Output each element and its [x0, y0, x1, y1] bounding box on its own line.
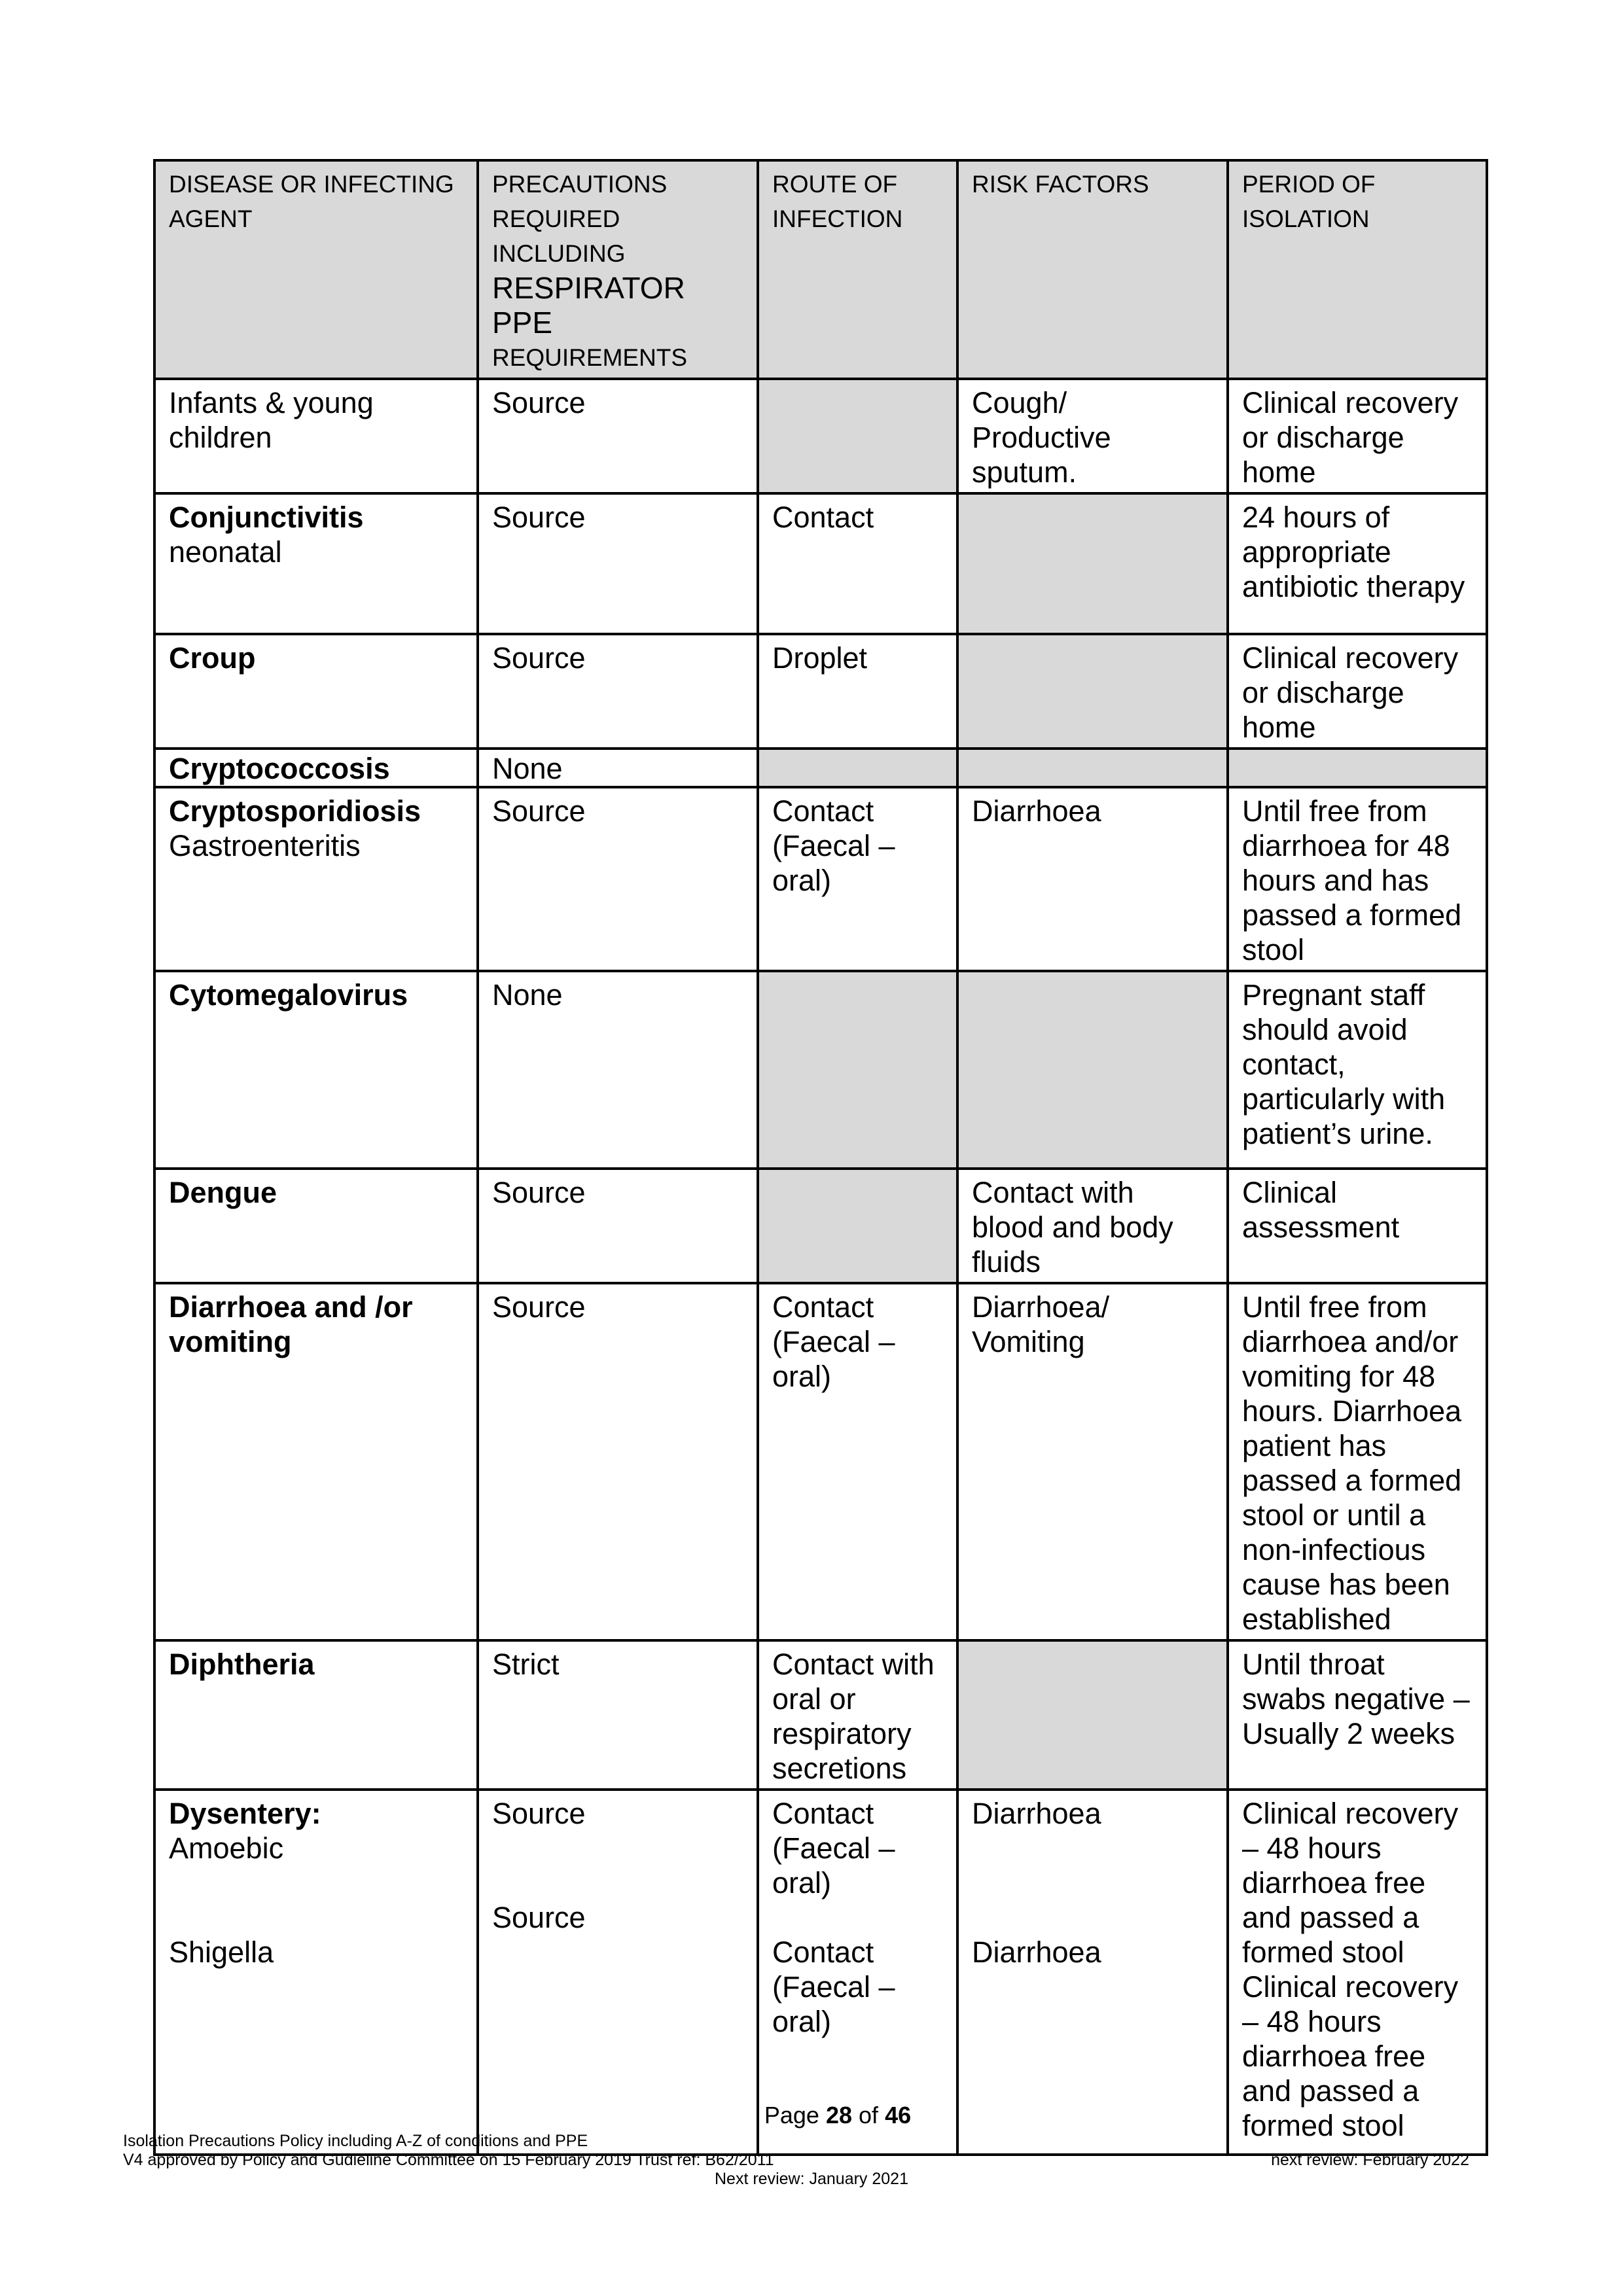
header-route	[758, 160, 957, 379]
cell-isolation	[1228, 1790, 1487, 2155]
cell-risk: Diarrhoea	[957, 787, 1228, 971]
header-risk	[957, 160, 1228, 379]
disease-name: Cryptococcosis	[169, 752, 390, 785]
table-header-row	[154, 160, 1487, 379]
header-line: AGENT	[169, 205, 253, 232]
table-row	[154, 749, 1487, 787]
spacer	[972, 1900, 1213, 1935]
disease-name: Diphtheria	[169, 1648, 315, 1681]
disease-name: Dengue	[169, 1176, 277, 1209]
disease-subtype: Amoebic	[169, 1831, 284, 1865]
cell-risk	[957, 493, 1228, 634]
cell-route	[758, 749, 957, 787]
precautions-value: Source	[492, 1797, 586, 1830]
spacer	[492, 1831, 743, 1865]
cell-precautions: Source	[478, 634, 758, 749]
disease-subtext: Gastroenteritis	[169, 829, 361, 862]
page-total: 46	[885, 2102, 912, 2128]
header-precautions	[478, 160, 758, 379]
cell-route	[758, 379, 957, 493]
page-current: 28	[825, 2102, 853, 2128]
cell-route: Droplet	[758, 634, 957, 749]
cell-route	[758, 971, 957, 1169]
cell-risk	[957, 749, 1228, 787]
table-row	[154, 971, 1487, 1169]
header-line: REQUIRED	[492, 205, 620, 232]
cell-isolation: Clinical recovery or discharge home	[1228, 379, 1487, 493]
cell-isolation: Clinical recovery or discharge home	[1228, 634, 1487, 749]
disease-name: Diarrhoea and /or vomiting	[169, 1290, 413, 1358]
cell-risk	[957, 1790, 1228, 2155]
cell-precautions: Strict	[478, 1640, 758, 1790]
table-row	[154, 1790, 1487, 2155]
spacer	[972, 1831, 1213, 1865]
cell-disease	[154, 787, 478, 971]
header-line: PERIOD OF	[1242, 171, 1376, 198]
header-line: REQUIREMENTS	[492, 344, 688, 371]
cell-isolation	[1228, 749, 1487, 787]
header-line: RESPIRATOR PPE	[492, 271, 685, 340]
spacer	[492, 1865, 743, 1900]
table-row	[154, 787, 1487, 971]
spacer	[972, 1865, 1213, 1900]
page-label: Page	[764, 2102, 819, 2128]
cell-route	[758, 1169, 957, 1283]
table-row	[154, 493, 1487, 634]
cell-precautions: Source	[478, 493, 758, 634]
precautions-value: Source	[492, 1901, 586, 1934]
cell-disease	[154, 634, 478, 749]
isolation-value: Clinical recovery – 48 hours diarrhoea free and passed a formed stool	[1242, 1797, 1459, 1969]
cell-isolation: 24 hours of appropriate antibiotic therapy	[1228, 493, 1487, 634]
page-number	[0, 2102, 1623, 2129]
policy-approval: V4 approved by Policy and Gudieline Committee on 15 February 2019 Trust ref: B62/2011	[123, 2151, 774, 2169]
cell-precautions: Source	[478, 379, 758, 493]
risk-value: Diarrhoea	[972, 1935, 1101, 1969]
cell-isolation: Until free from diarrhoea and/or vomiting for 48 hours. Diarrhoea patient has passed a formed stool or until a non-infectious cause has been established	[1228, 1283, 1487, 1640]
next-review-right: next review: February 2022	[1271, 2151, 1469, 2169]
cell-route: Contact (Faecal – oral)	[758, 787, 957, 971]
disease-name: Dysentery:	[169, 1797, 321, 1830]
cell-route: Contact with oral or respiratory secretions	[758, 1640, 957, 1790]
cell-risk	[957, 971, 1228, 1169]
isolation-table	[153, 159, 1488, 2156]
cell-route: Contact (Faecal – oral)	[758, 1283, 957, 1640]
table-row	[154, 379, 1487, 493]
cell-route: Contact	[758, 493, 957, 634]
cell-isolation: Pregnant staff should avoid contact, particularly with patient’s urine.	[1228, 971, 1487, 1169]
disease-name: Cytomegalovirus	[169, 978, 408, 1012]
cell-disease	[154, 379, 478, 493]
cell-risk	[957, 634, 1228, 749]
disease-subtext: neonatal	[169, 535, 282, 569]
header-line: PRECAUTIONS	[492, 171, 668, 198]
header-line: INFECTION	[772, 205, 903, 232]
header-line: DISEASE OR INFECTING	[169, 171, 454, 198]
cell-route	[758, 1790, 957, 2155]
route-value: Contact (Faecal – oral)	[772, 1935, 895, 2038]
cell-isolation: Clinical assessment	[1228, 1169, 1487, 1283]
cell-precautions: None	[478, 971, 758, 1169]
route-value: Contact (Faecal – oral)	[772, 1797, 895, 1899]
table-row	[154, 1169, 1487, 1283]
cell-disease	[154, 1640, 478, 1790]
header-line: INCLUDING	[492, 240, 626, 267]
spacer	[169, 1865, 463, 1935]
disease-subtype: Shigella	[169, 1935, 274, 1969]
cell-precautions	[478, 1790, 758, 2155]
cell-disease	[154, 493, 478, 634]
table-row	[154, 634, 1487, 749]
header-line: ISOLATION	[1242, 205, 1370, 232]
isolation-value: Clinical recovery – 48 hours diarrhoea free and passed a formed stool	[1242, 1970, 1459, 2142]
cell-disease	[154, 749, 478, 787]
cell-risk	[957, 1640, 1228, 1790]
policy-title: Isolation Precautions Policy including A-Z of conditions and PPE	[123, 2132, 588, 2150]
cell-disease	[154, 1283, 478, 1640]
table-row	[154, 1640, 1487, 1790]
header-disease	[154, 160, 478, 379]
risk-value: Diarrhoea	[972, 1797, 1101, 1830]
cell-isolation: Until throat swabs negative – Usually 2 weeks	[1228, 1640, 1487, 1790]
disease-name: Croup	[169, 641, 256, 675]
cell-disease	[154, 1790, 478, 2155]
disease-name: Cryptosporidiosis	[169, 794, 421, 828]
cell-precautions: Source	[478, 787, 758, 971]
cell-precautions: Source	[478, 1169, 758, 1283]
header-line: ROUTE OF	[772, 171, 898, 198]
cell-precautions: None	[478, 749, 758, 787]
disease-name: Conjunctivitis	[169, 501, 364, 534]
cell-isolation: Until free from diarrhoea for 48 hours and has passed a formed stool	[1228, 787, 1487, 971]
header-isolation	[1228, 160, 1487, 379]
page-of: of	[859, 2102, 879, 2128]
cell-risk: Diarrhoea/ Vomiting	[957, 1283, 1228, 1640]
table-row	[154, 1283, 1487, 1640]
next-review-center: Next review: January 2021	[715, 2170, 908, 2188]
cell-disease	[154, 971, 478, 1169]
cell-risk: Cough/ Productive sputum.	[957, 379, 1228, 493]
header-line: RISK FACTORS	[972, 171, 1149, 198]
cell-disease	[154, 1169, 478, 1283]
cell-precautions: Source	[478, 1283, 758, 1640]
policy-footer	[123, 2132, 774, 2170]
cell-risk: Contact with blood and body fluids	[957, 1169, 1228, 1283]
spacer	[772, 1900, 943, 1935]
disease-subtext: Infants & young children	[169, 386, 374, 454]
